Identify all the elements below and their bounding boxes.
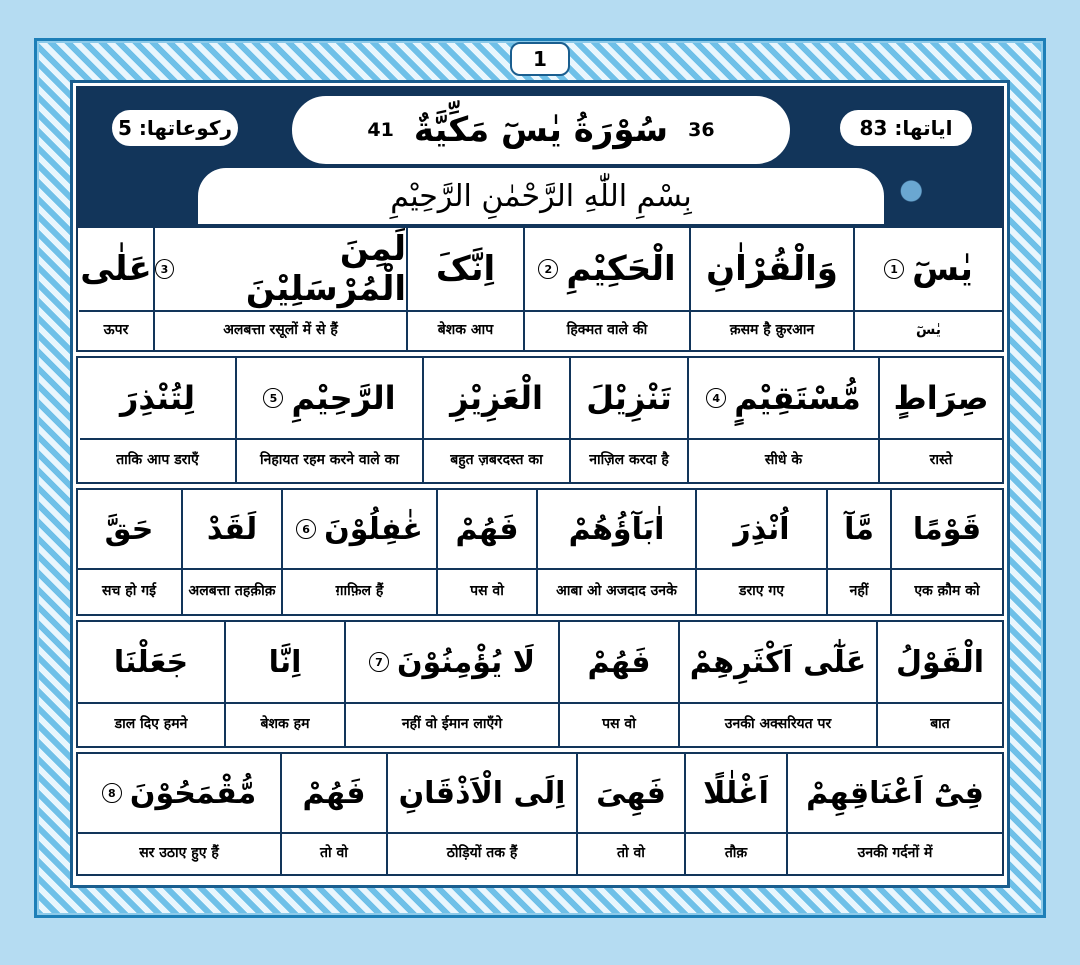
hindi-translation: निहायत रहम करने वाले का [237,438,422,482]
arabic-word [80,358,235,438]
arabic-word-text: الْعَزِیْزِ [450,379,543,417]
word-cell [78,622,226,746]
arabic-word [237,358,422,438]
word-cell [155,228,408,350]
word-cell [855,228,1002,350]
word-cell [79,228,155,350]
hindi-translation: उनकी अक्सरियत पर [680,702,876,746]
word-cell [408,228,525,350]
arabic-word-text: لِتُنْذِرَ [119,379,196,417]
word-cell [892,490,1002,614]
arabic-word [155,228,406,310]
word-cell [525,228,691,350]
arabic-word-text: مُّسْتَقِیْمٍ [734,379,861,417]
word-cell [78,754,282,874]
arabic-word [183,490,281,568]
word-cell [578,754,686,874]
word-cell [346,622,560,746]
hindi-translation: क़सम है क़ुरआन [691,310,853,350]
hindi-translation: बेशक आप [408,310,523,350]
word-cell [424,358,571,482]
hindi-translation: अलबत्ता तहक़ीक़ [183,568,281,614]
arabic-word-text: لَا یُؤْمِنُوْنَ [396,644,536,680]
verse-row-4 [76,620,1004,748]
word-cell [388,754,578,874]
arabic-word-text: فِیْٓ اَعْنَاقِهِمْ [806,775,984,811]
ayah-end-marker: 2 [538,259,558,279]
arabic-word [878,622,1002,702]
hindi-translation: बहुत ज़बरदस्त का [424,438,569,482]
word-cell [686,754,788,874]
hindi-translation: डराए गए [697,568,826,614]
arabic-word [689,358,878,438]
verse-row-5 [76,752,1004,876]
hindi-translation: सीधे के [689,438,878,482]
arabic-word-text: حَقَّ [104,511,154,547]
arabic-word [525,228,689,310]
word-cell [878,622,1002,746]
hindi-translation: ऊपर [79,310,153,350]
arabic-word [788,754,1002,832]
hindi-translation: डाल दिए हमने [78,702,224,746]
arabic-word-text: فَهُمْ [455,511,519,547]
arabic-word-text: الرَّحِیْمِ [291,379,396,417]
arabic-word-text: وَالْقُرْاٰنِ [706,249,838,289]
word-cell [680,622,878,746]
arabic-word [578,754,684,832]
arabic-word [571,358,687,438]
verse-row-3 [76,488,1004,616]
arabic-word [346,622,558,702]
arabic-word-text: مُّقْمَحُوْنَ [129,775,257,811]
arabic-word-text: فَهُمْ [587,644,651,680]
arabic-word-text: فَهُمْ [302,775,366,811]
word-cell [183,490,283,614]
hindi-translation: सच हो गई [77,568,181,614]
arabic-word [691,228,853,310]
hindi-translation: नहीं [828,568,890,614]
revelation-order: 41 [367,119,394,141]
arabic-word-text: اَغْلٰلًا [703,775,769,811]
arabic-word-text: یٰسٓ [912,249,973,289]
hindi-translation: हिक्मत वाले की [525,310,689,350]
hindi-translation: ठोड़ियों तक हैं [388,832,576,874]
arabic-word-text: الْقَوْلُ [896,644,984,680]
arabic-word-text: جَعَلْنَا [113,644,189,680]
ruku-count-badge: رکوعاتها: 5 [110,108,240,148]
hindi-translation: नाज़िल करदा है [571,438,687,482]
word-cell [538,490,697,614]
verse-row-2 [76,356,1004,484]
arabic-word [78,622,224,702]
arabic-word-text: اِنَّا [268,644,302,680]
surah-title-box [290,94,792,166]
arabic-word [892,490,1002,568]
arabic-word [226,622,344,702]
hindi-translation: अलबत्ता रसूलों में से हैं [155,310,406,350]
ayah-end-marker: 5 [263,388,283,408]
arabic-word-text: تَنْزِیْلَ [586,379,672,417]
hindi-translation: आबा ओ अजदाद उनके [538,568,695,614]
hindi-translation: नहीं वो ईमान लाएँगे [346,702,558,746]
page-number: 1 [510,42,570,76]
arabic-word-text: اِلَی الْاَذْقَانِ [398,775,566,811]
arabic-word-text: عَلٰی [80,249,152,289]
arabic-word [855,228,1002,310]
arabic-word-text: لَمِنَ الْمُرْسَلِیْنَ [245,229,406,309]
word-cell [226,622,346,746]
arabic-word [424,358,569,438]
word-cell [80,358,237,482]
hindi-translation: एक क़ौम को [892,568,1002,614]
hindi-translation: तौक़ [686,832,786,874]
arabic-word [79,228,153,310]
word-cell [689,358,880,482]
word-cell [283,490,438,614]
word-cell [788,754,1002,874]
arabic-word [77,490,181,568]
arabic-word [78,754,280,832]
verse-row-1 [76,226,1004,352]
arabic-word-text: اِنَّکَ [435,249,496,289]
bismillah: بِسْمِ اللّٰهِ الرَّحْمٰنِ الرَّحِیْمِ [196,166,886,224]
word-cell [691,228,855,350]
word-cell [571,358,689,482]
word-cell [828,490,892,614]
word-cell [438,490,538,614]
arabic-word [880,358,1002,438]
word-cell [697,490,828,614]
hindi-translation: ग़ाफ़िल हैं [283,568,436,614]
ayah-end-marker: 8 [102,783,122,803]
hindi-translation: सर उठाए हुए हैं [78,832,280,874]
hindi-translation: रास्ते [880,438,1002,482]
arabic-word-text: غٰفِلُوْنَ [324,511,423,547]
word-cell [880,358,1002,482]
arabic-word [686,754,786,832]
arabic-word-text: اُنْذِرَ [733,511,790,547]
ayah-end-marker: 4 [706,388,726,408]
arabic-word [697,490,826,568]
surah-title: سُوْرَةُ یٰسٓ مَکِّیَّةٌ [413,110,669,150]
arabic-word-text: الْحَکِیْمِ [566,249,676,289]
arabic-word [560,622,678,702]
surah-number: 36 [688,119,715,141]
ayah-end-marker: 6 [296,519,316,539]
hindi-translation: तो वो [282,832,386,874]
ayah-end-marker: 7 [369,652,389,672]
arabic-word-text: صِرَاطٍ [893,379,989,417]
word-cell [560,622,680,746]
hindi-translation: तो वो [578,832,684,874]
word-cell [77,490,183,614]
arabic-word-text: لَقَدْ [206,511,258,547]
arabic-word [828,490,890,568]
arabic-word-text: عَلٰٓی اَکْثَرِهِمْ [689,644,867,680]
hindi-translation: बात [878,702,1002,746]
hindi-translation: बेशक हम [226,702,344,746]
arabic-word [438,490,536,568]
arabic-word [282,754,386,832]
arabic-word [283,490,436,568]
arabic-word-text: فَهِیَ [596,775,666,811]
arabic-word-text: قَوْمًا [912,511,982,547]
arabic-word [388,754,576,832]
arabic-word [680,622,876,702]
arabic-word [538,490,695,568]
hindi-translation: उनकी गर्दनों में [788,832,1002,874]
arabic-word-text: اٰبَآؤُهُمْ [568,511,665,547]
word-cell [237,358,424,482]
arabic-word-text: مَّآ [844,511,874,547]
ayat-count-badge: ایاتها: 83 [838,108,974,148]
hindi-translation: ताकि आप डराएँ [80,438,235,482]
arabic-word [408,228,523,310]
ayah-end-marker: 3 [155,259,174,279]
hindi-translation: یٰسٓ [855,310,1002,350]
hindi-translation: पस वो [560,702,678,746]
word-cell [282,754,388,874]
hindi-translation: पस वो [438,568,536,614]
ayah-end-marker: 1 [884,259,904,279]
